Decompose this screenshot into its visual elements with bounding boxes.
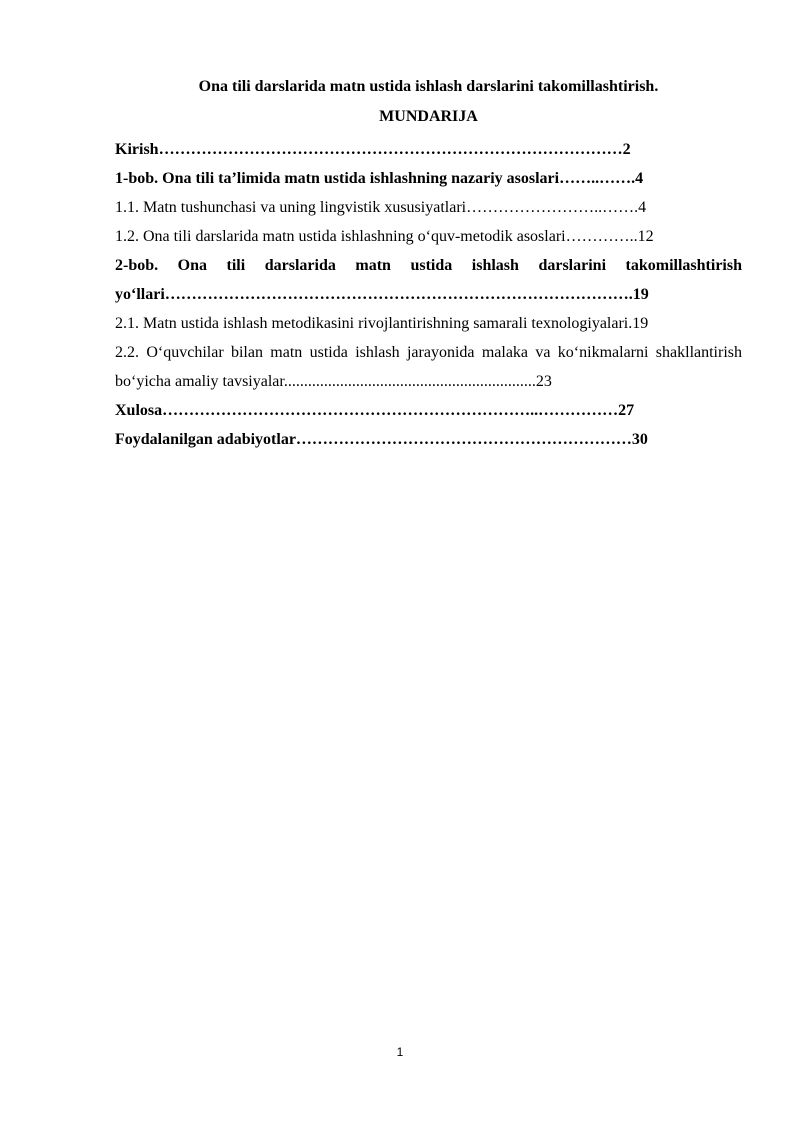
toc-entry-kirish: Kirish……………………………………………………………………………2	[115, 141, 631, 158]
toc-entry-section-1-2: 1.2. Ona tili darslarida matn ustida ishlashning o‘quv-metodik asoslari…………..12	[115, 228, 654, 245]
toc-entry-chapter-2: 2-bob. Ona tili darslarida matn ustida ishlash darslarini takomillashtirish yo‘llari…………………………………………………………………………….19	[115, 257, 742, 303]
toc-entry-section-2-2: 2.2. O‘quvchilar bilan matn ustida ishlash jarayonida malaka va ko‘nikmalarni shakllantirish bo‘yicha amaliy tavsiyalar...............................................................23	[115, 344, 742, 390]
document-title: Ona tili darslarida matn ustida ishlash darslarini takomillashtirish.	[198, 78, 659, 95]
toc-entry-section-1-1: 1.1. Matn tushunchasi va uning lingvistik xususiyatlari……………………..…….4	[115, 199, 647, 216]
toc-entry-references: Foydalanilgan adabiyotlar………………………………………………………30	[115, 431, 648, 448]
toc-entry-section-2-1: 2.1. Matn ustida ishlash metodikasini rivojlantirishning samarali texnologiyalari.19	[115, 315, 649, 332]
table-of-contents	[115, 135, 742, 454]
document-page	[115, 76, 742, 454]
toc-entry-xulosa: Xulosa……………………………………………………………..……………27	[115, 402, 635, 419]
toc-entry-chapter-1: 1-bob. Ona tili ta’limida matn ustida ishlashning nazariy asoslari……..…….4	[115, 170, 644, 187]
page-number: 1	[396, 1045, 404, 1059]
toc-heading: MUNDARIJA	[379, 108, 478, 125]
